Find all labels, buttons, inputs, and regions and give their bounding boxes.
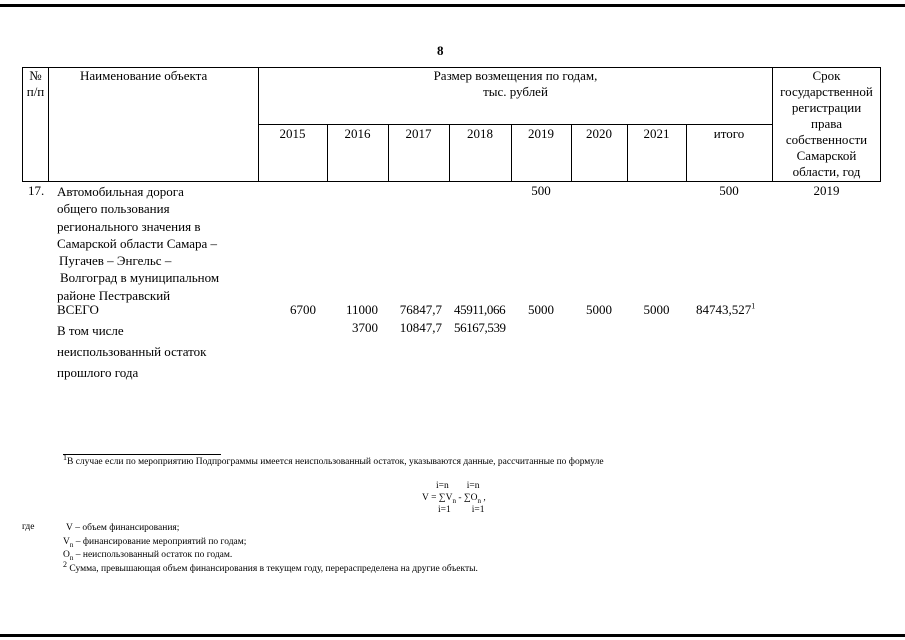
header-term: Срок государственной регистрации права собственности Самарской области, год xyxy=(780,68,873,179)
where-label: где xyxy=(22,522,35,532)
year-header: 2015 xyxy=(279,126,306,141)
including-value: 10847,7 xyxy=(399,320,442,335)
footnote-separator xyxy=(63,454,221,455)
total-value: 76847,7 xyxy=(399,302,442,317)
including-label: В том числе неиспользованный остаток прошлого года xyxy=(57,323,207,380)
including-value: 56167,539 xyxy=(454,320,506,335)
total-value: 5000 xyxy=(643,302,670,317)
top-rule xyxy=(0,4,905,7)
header-num: № п/п xyxy=(26,68,45,99)
value-total: 500 xyxy=(719,183,739,198)
total-value: 5000 xyxy=(528,302,554,317)
registration-year: 2019 xyxy=(813,183,840,198)
total-label: ВСЕГО xyxy=(57,302,99,317)
formula: i=n i=n $V = \sum V_n - \sum O_n$ , i=1 i=1 xyxy=(422,481,486,515)
definition-item: $V_n$ – финансирование мероприятий по годам; xyxy=(63,536,247,549)
year-header: итого xyxy=(713,126,745,141)
page-number: 8 xyxy=(437,43,444,58)
header-compensation: Размер возмещения по годам, тыс. рублей xyxy=(433,68,598,99)
object-name: Автомобильная дорога общего пользования регионального значения в Самарской области Самара – Пугачев – Энгельс – Волгоград в муниципальном районе Пестравский xyxy=(57,184,220,303)
bottom-rule xyxy=(0,634,905,637)
grand-total: 84743,527$^1$ xyxy=(696,301,756,317)
header-name: Наименование объекта xyxy=(80,68,208,83)
footnote-1: $^1$В случае если по мероприятию Подпрограммы имеется неиспользованный остаток, указываются данные, рассчитанные по формуле xyxy=(63,452,604,467)
year-header: 2021 xyxy=(643,126,670,141)
total-value: 45911,066 xyxy=(454,302,506,317)
definition-item: $O_n$ – неиспользованный остаток по годам. xyxy=(63,550,233,562)
total-value: 6700 xyxy=(290,302,316,317)
year-header: 2019 xyxy=(528,126,554,141)
year-header: 2018 xyxy=(467,126,493,141)
total-value: 5000 xyxy=(586,302,612,317)
definitions xyxy=(63,522,478,576)
year-header: 2017 xyxy=(405,126,432,141)
footnote-2: $^2$ Сумма, превышающая объем финансирования в текущем году, перераспределена на другие объекты. xyxy=(63,559,478,574)
value-2019: 500 xyxy=(531,183,551,198)
year-header: 2020 xyxy=(586,126,612,141)
definition-item: V – объем финансирования; xyxy=(66,523,180,533)
year-header: 2016 xyxy=(344,126,371,141)
total-value: 11000 xyxy=(345,302,378,317)
row-number: 17. xyxy=(28,183,45,198)
including-value: 3700 xyxy=(352,320,378,335)
